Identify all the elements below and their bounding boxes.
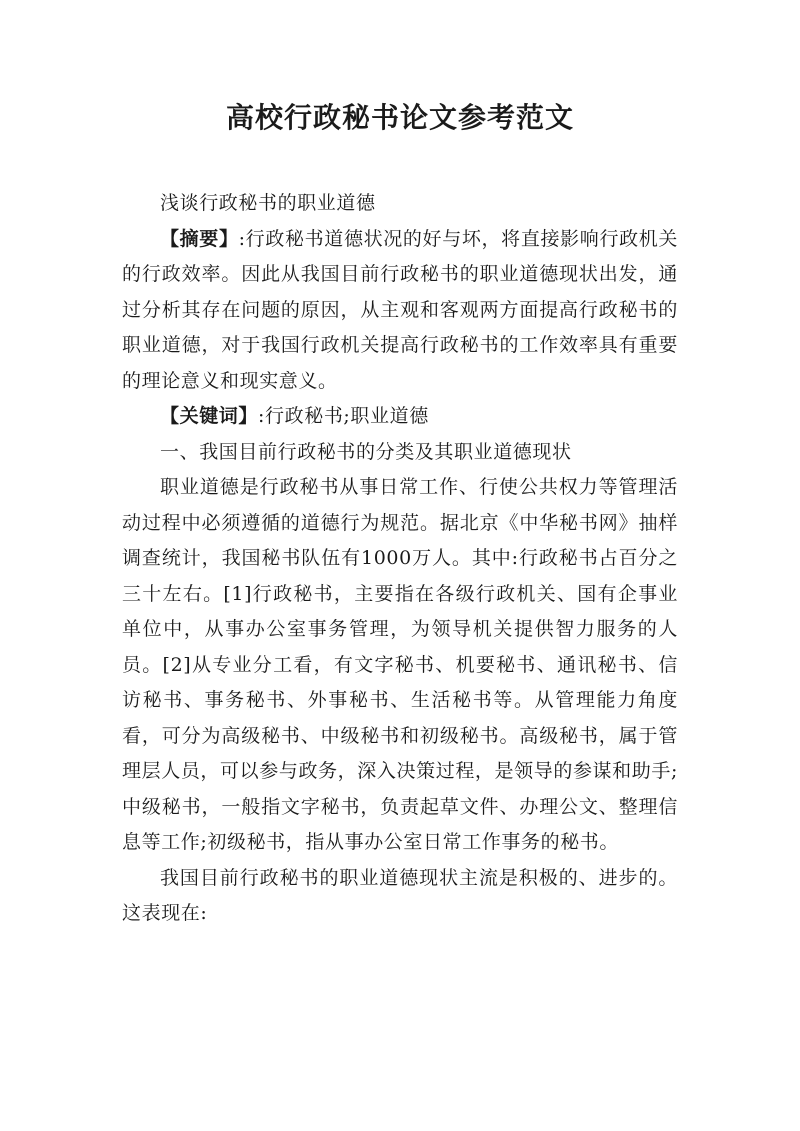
article-subtitle: 浅谈行政秘书的职业道德 — [160, 192, 376, 214]
abstract-text: :行政秘书道德状况的好与坏，将直接影响行政机关的行政效率。因此从我国目前行政秘书的职业道德现状出发，通过分析其存在问题的原因，从主观和客观两方面提高行政秘书的职业道德，对于我国行政机关提高行政秘书的工作效率具有重要的理论意义和现实意义。 — [122, 227, 679, 392]
document-body — [122, 186, 678, 932]
abstract-label: 【摘要】 — [160, 227, 239, 250]
keywords-text: :行政秘书;职业道德 — [258, 405, 429, 427]
keywords-paragraph — [122, 399, 678, 435]
document-title: 高校行政秘书论文参考范文 — [225, 101, 574, 134]
section-heading: 一、我国目前行政秘书的分类及其职业道德现状 — [160, 440, 572, 463]
body-paragraph-2: 我国目前行政秘书的职业道德现状主流是积极的、进步的。这表现在: — [122, 866, 678, 924]
body-paragraph-1: 职业道德是行政秘书从事日常工作、行使公共权力等管理活动过程中必须遵循的道德行为规范。据北京《中华秘书网》抽样调查统计，我国秘书队伍有1000万人。其中:行政秘书占百分之三十左右。[1]行政秘书，主要指在各级行政机关、国有企事业单位中，从事办公室事务管理，为领导机关提供智力服务的人员。[2]从专业分工看，有文字秘书、机要秘书、通讯秘书、信访秘书、事务秘书、外事秘书、生活秘书等。从管理能力角度看，可分为高级秘书、中级秘书和初级秘书。高级秘书，属于管理层人员，可以参与政务，深入决策过程，是领导的参谋和助手;中级秘书，一般指文字秘书，负责起草文件、办理公文、整理信息等工作;初级秘书，指从事办公室日常工作事务的秘书。 — [122, 476, 678, 853]
keywords-label: 【关键词】 — [160, 405, 259, 427]
abstract-paragraph — [122, 222, 678, 400]
